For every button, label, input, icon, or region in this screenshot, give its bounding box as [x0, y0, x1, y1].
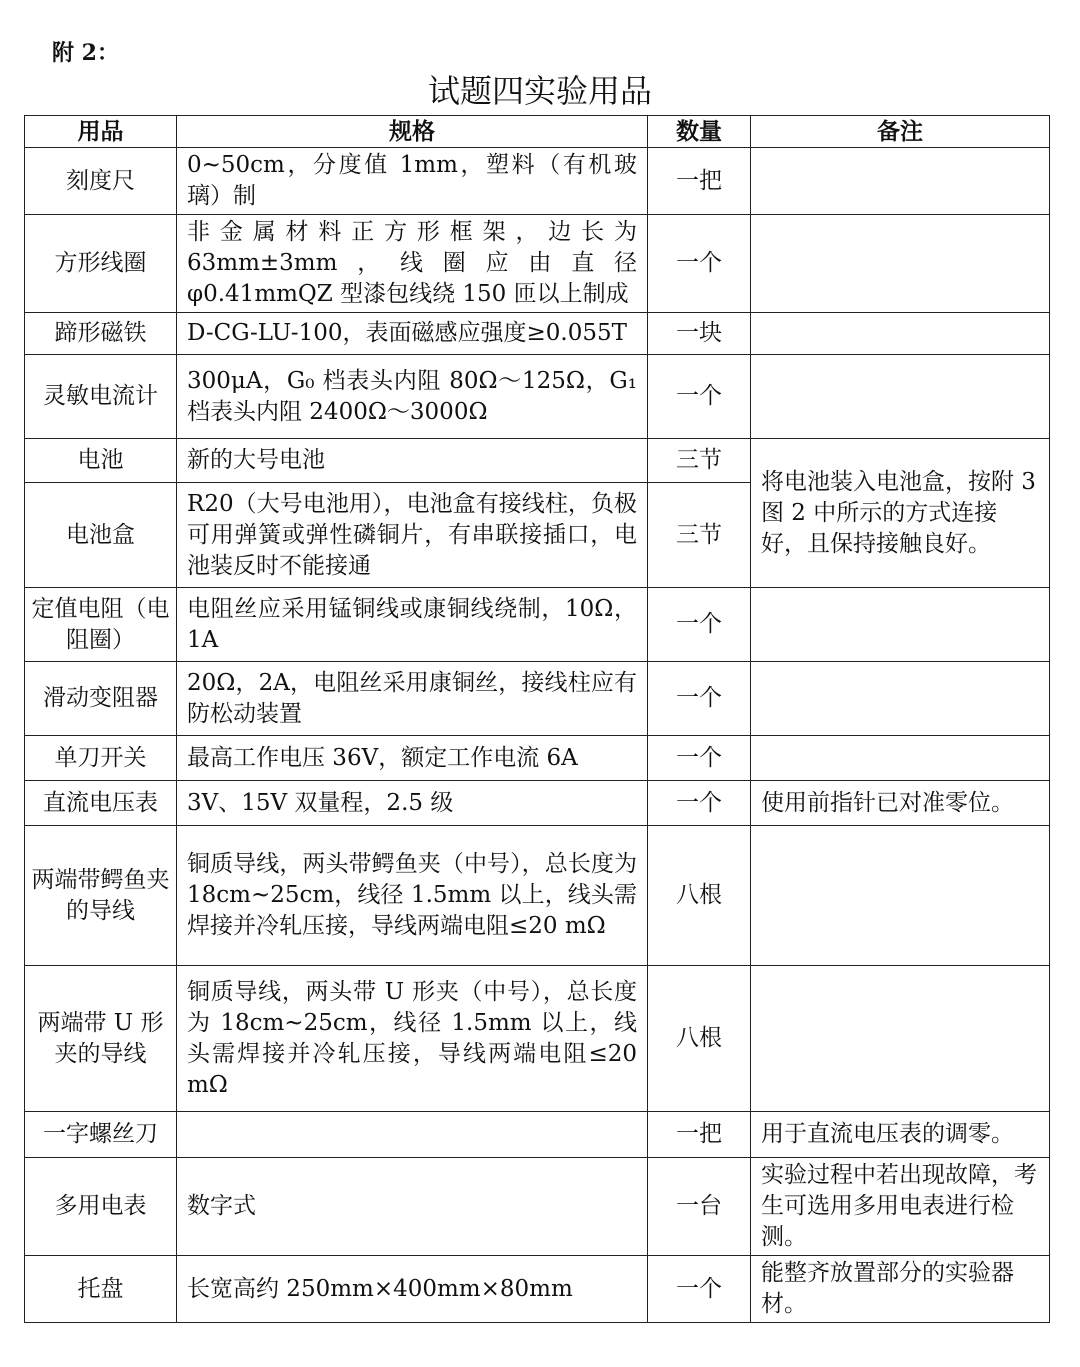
equipment-table [24, 115, 1050, 1323]
item-name: 一字螺丝刀 [25, 1112, 177, 1158]
col-header-note: 备注 [751, 116, 1050, 148]
item-name: 灵敏电流计 [25, 355, 177, 439]
table-row [25, 662, 1050, 736]
item-qty: 一把 [648, 1112, 751, 1158]
item-spec: 铜质导线，两头带 U 形夹（中号），总长度为 18cm~25cm，线径 1.5mm 以上，线头需焊接并冷轧压接，导线两端电阻≤20 mΩ [177, 966, 648, 1112]
item-note [751, 588, 1050, 662]
table-row [25, 588, 1050, 662]
item-name: 电池盒 [25, 483, 177, 588]
item-qty: 一个 [648, 662, 751, 736]
table-row [25, 148, 1050, 215]
item-spec: 20Ω，2A，电阻丝采用康铜丝，接线柱应有防松动装置 [177, 662, 648, 736]
table-row [25, 966, 1050, 1112]
item-qty: 一个 [648, 736, 751, 781]
table-header-row [25, 116, 1050, 148]
item-note [751, 313, 1050, 355]
table-row [25, 313, 1050, 355]
item-name: 单刀开关 [25, 736, 177, 781]
item-name: 两端带 U 形夹的导线 [25, 966, 177, 1112]
page-title: 试题四实验用品 [427, 72, 652, 110]
table-row [25, 1256, 1050, 1323]
item-note [751, 966, 1050, 1112]
item-name: 刻度尺 [25, 148, 177, 215]
item-spec: 电阻丝应采用锰铜线或康铜线绕制，10Ω，1A [177, 588, 648, 662]
item-spec: 新的大号电池 [177, 439, 648, 483]
item-spec: D-CG-LU-100，表面磁感应强度≥0.055T [177, 313, 648, 355]
table-row [25, 355, 1050, 439]
item-name: 直流电压表 [25, 781, 177, 826]
item-name: 滑动变阻器 [25, 662, 177, 736]
table-row [25, 1112, 1050, 1158]
item-note: 实验过程中若出现故障，考生可选用多用电表进行检测。 [751, 1158, 1050, 1256]
item-qty: 一个 [648, 1256, 751, 1323]
item-spec: 非金属材料正方形框架，边长为 63mm±3mm，线圈应由直径 φ0.41mmQZ 型漆包线绕 150 匝以上制成 [177, 215, 648, 313]
item-spec: 0~50cm，分度值 1mm，塑料（有机玻璃）制 [177, 148, 648, 215]
col-header-item: 用品 [25, 116, 177, 148]
item-note [751, 215, 1050, 313]
item-note [751, 736, 1050, 781]
item-note [751, 355, 1050, 439]
col-header-spec: 规格 [177, 116, 648, 148]
item-spec: 长宽高约 250mm×400mm×80mm [177, 1256, 648, 1323]
item-spec: 最高工作电压 36V，额定工作电流 6A [177, 736, 648, 781]
col-header-qty: 数量 [648, 116, 751, 148]
item-qty: 三节 [648, 439, 751, 483]
item-qty: 一个 [648, 215, 751, 313]
appendix-label: 附 2： [52, 40, 119, 66]
item-spec: 数字式 [177, 1158, 648, 1256]
item-name: 托盘 [25, 1256, 177, 1323]
item-qty: 八根 [648, 966, 751, 1112]
item-qty: 一块 [648, 313, 751, 355]
item-qty: 一台 [648, 1158, 751, 1256]
item-spec: 300μA，G₀ 档表头内阻 80Ω～125Ω，G₁ 档表头内阻 2400Ω～3000Ω [177, 355, 648, 439]
item-qty: 一个 [648, 781, 751, 826]
item-name: 两端带鳄鱼夹的导线 [25, 826, 177, 966]
item-note [751, 148, 1050, 215]
item-note: 用于直流电压表的调零。 [751, 1112, 1050, 1158]
item-note: 将电池装入电池盒，按附 3 图 2 中所示的方式连接好，且保持接触良好。 [751, 439, 1050, 588]
item-spec [177, 1112, 648, 1158]
item-qty: 一把 [648, 148, 751, 215]
item-spec: R20（大号电池用），电池盒有接线柱，负极可用弹簧或弹性磷铜片，有串联接插口，电池装反时不能接通 [177, 483, 648, 588]
item-name: 方形线圈 [25, 215, 177, 313]
item-note: 使用前指针已对准零位。 [751, 781, 1050, 826]
item-note [751, 662, 1050, 736]
item-qty: 八根 [648, 826, 751, 966]
item-spec: 铜质导线，两头带鳄鱼夹（中号），总长度为 18cm~25cm，线径 1.5mm 以上，线头需焊接并冷轧压接，导线两端电阻≤20 mΩ [177, 826, 648, 966]
item-note [751, 826, 1050, 966]
item-note: 能整齐放置部分的实验器材。 [751, 1256, 1050, 1323]
item-qty: 一个 [648, 355, 751, 439]
table-row [25, 826, 1050, 966]
table-row [25, 781, 1050, 826]
item-qty: 三节 [648, 483, 751, 588]
item-spec: 3V、15V 双量程，2.5 级 [177, 781, 648, 826]
item-name: 定值电阻（电阻圈） [25, 588, 177, 662]
item-name: 蹄形磁铁 [25, 313, 177, 355]
item-name: 电池 [25, 439, 177, 483]
item-qty: 一个 [648, 588, 751, 662]
item-name: 多用电表 [25, 1158, 177, 1256]
table-row [25, 736, 1050, 781]
table-row [25, 215, 1050, 313]
table-row [25, 439, 1050, 483]
table-row [25, 1158, 1050, 1256]
